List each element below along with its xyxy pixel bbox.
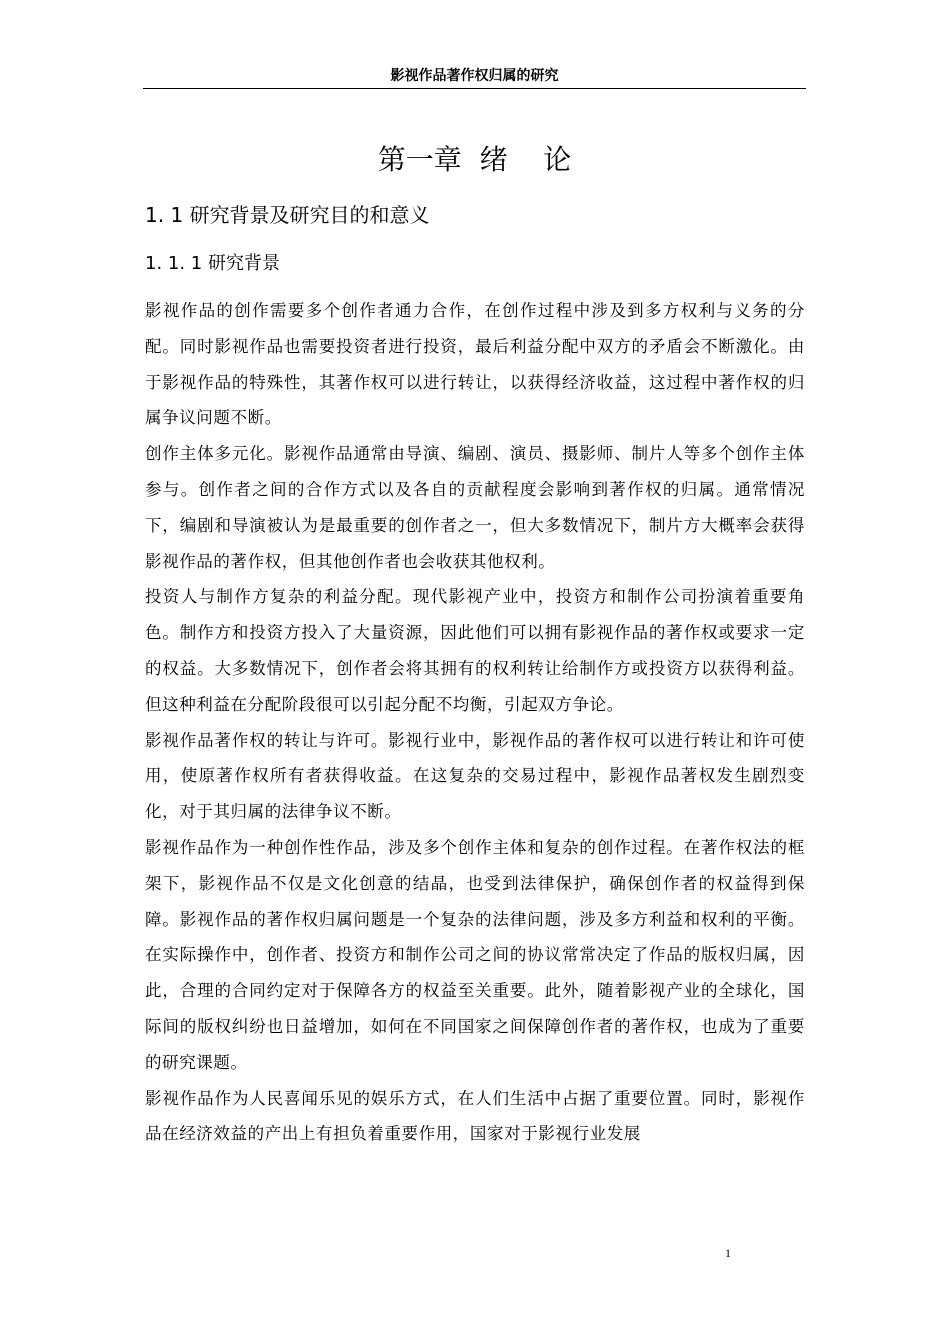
header-rule xyxy=(143,88,806,89)
paragraph: 创作主体多元化。影视作品通常由导演、编剧、演员、摄影师、制片人等多个创作主体参与。创作者之间的合作方式以及各自的贡献程度会影响到著作权的归属。通常情况下，编剧和导演被认为是最重要的创作者之一，但大多数情况下，制片方大概率会获得影视作品的著作权，但其他创作者也会收获其他权利。 xyxy=(145,444,805,571)
page-number: 1 xyxy=(725,1246,731,1260)
paragraph: 影视作品作为一种创作性作品，涉及多个创作主体和复杂的创作过程。在著作权法的框架下，影视作品不仅是文化创意的结晶，也受到法律保护，确保创作者的权益得到保障。影视作品的著作权归属问题是一个复杂的法律问题，涉及多方利益和权利的平衡。在实际操作中，创作者、投资方和制作公司之间的协议常常决定了作品的版权归属，因此，合理的合同约定对于保障各方的权益至关重要。此外，随着影视产业的全球化，国际间的版权纠纷也日益增加，如何在不同国家之间保障创作者的著作权，也成为了重要的研究课题。 xyxy=(145,837,805,1072)
paragraph: 影视作品著作权的转让与许可。影视行业中，影视作品的著作权可以进行转让和许可使用，使原著作权所有者获得收益。在这复杂的交易过程中，影视作品著权发生剧烈变化，对于其归属的法律争议不断。 xyxy=(145,730,805,822)
paragraph: 影视作品作为人民喜闻乐见的娱乐方式，在人们生活中占据了重要位置。同时，影视作品在经济效益的产出上有担负着重要作用，国家对于影视行业发展 xyxy=(145,1088,805,1144)
body-text xyxy=(145,293,805,1152)
chapter-title: 第一章 绪 论 xyxy=(377,143,572,176)
section-heading: 1. 1 研究背景及研究目的和意义 xyxy=(145,203,430,227)
paragraph: 投资人与制作方复杂的利益分配。现代影视产业中，投资方和制作公司扮演着重要角色。制作方和投资方投入了大量资源，因此他们可以拥有影视作品的著作权或要求一定的权益。大多数情况下，创作者会将其拥有的权利转让给制作方或投资方以获得利益。但这种利益在分配阶段很可以引起分配不均衡，引起双方争论。 xyxy=(145,587,805,714)
paragraph: 影视作品的创作需要多个创作者通力合作，在创作过程中涉及到多方权利与义务的分配。同时影视作品也需要投资者进行投资，最后利益分配中双方的矛盾会不断激化。由于影视作品的特殊性，其著作权可以进行转让，以获得经济收益，这过程中著作权的归属争议问题不断。 xyxy=(145,301,805,428)
running-header: 影视作品著作权归属的研究 xyxy=(390,68,559,84)
subsection-heading: 1. 1. 1 研究背景 xyxy=(145,253,280,274)
